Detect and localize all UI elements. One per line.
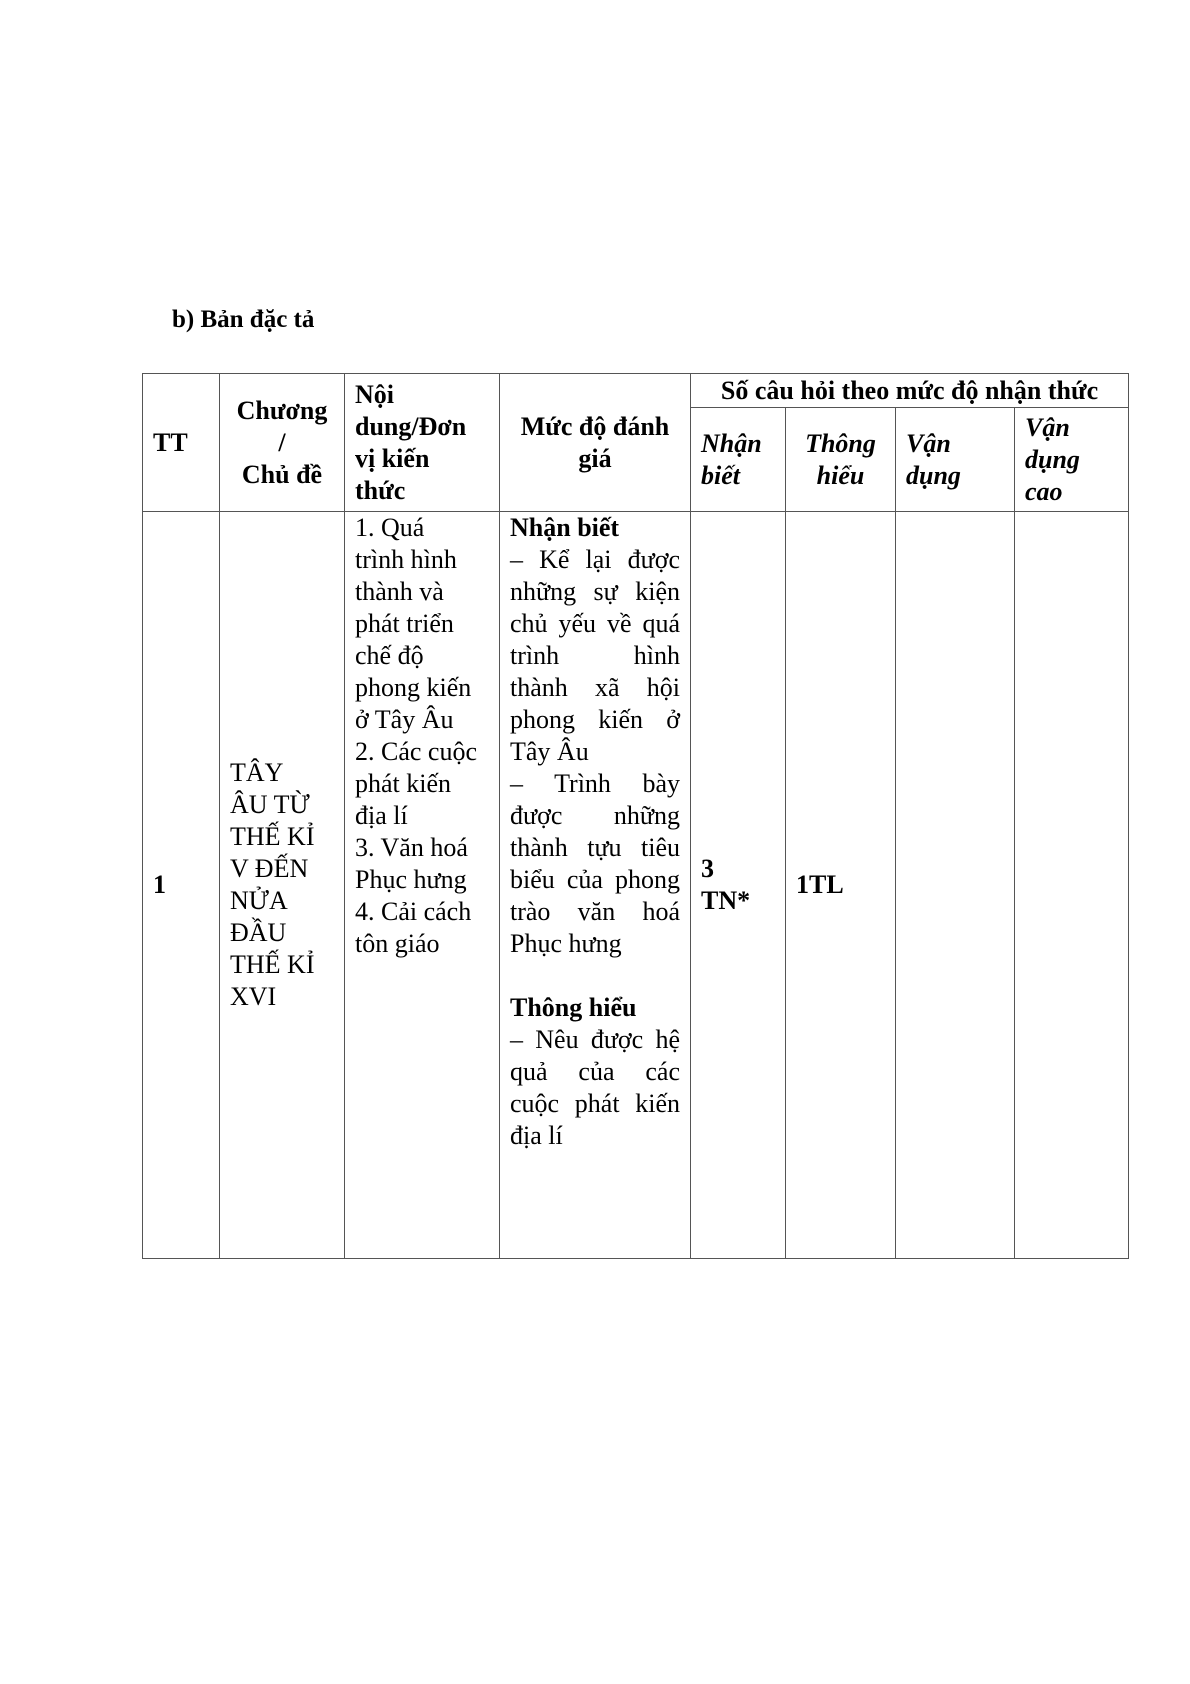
row-content: 1. Quá trình hình thành và phát triển chế độ phong kiến ở Tây Âu 2. Các cuộc phát kiến địa lí 3. Văn hoá Phục hưng 4. Cải cách tôn giáo <box>345 512 500 1259</box>
row-tt: 1 <box>143 512 220 1259</box>
header-apply: Vận dụng <box>896 408 1015 512</box>
header-chapter: Chương / Chủ đề <box>220 374 345 512</box>
table-row <box>143 512 1129 1259</box>
section-heading: b) Bản đặc tả <box>172 306 315 333</box>
understand-title: Thông hiểu <box>510 993 637 1022</box>
header-tt: TT <box>143 374 220 512</box>
recognize-title: Nhận biết <box>510 513 620 542</box>
row-recognize-count: 3 TN* <box>691 512 786 1259</box>
row-chapter: TÂY ÂU TỪ THẾ KỈ V ĐẾN NỬA ĐẦU THẾ KỈ XVI <box>220 512 345 1259</box>
header-level: Mức độ đánh giá <box>500 374 691 512</box>
header-row-1 <box>143 374 1129 408</box>
row-level: Nhận biết – Kể lại được những sự kiện chủ yếu về quá trình hình thành xã hội phong kiến ở Tây Âu – Trình bày được những thành tựu tiêu biểu của phong trào văn hoá Phục hưng Thông hiểu – Nêu được hệ quả của các cuộc phát kiến địa lí <box>500 512 691 1259</box>
header-content: Nội dung/Đơn vị kiến thức <box>345 374 500 512</box>
specification-table <box>142 373 1129 1259</box>
row-understand-count: 1TL <box>786 512 896 1259</box>
header-understand: Thông hiểu <box>786 408 896 512</box>
row-apply-high-count <box>1015 512 1129 1259</box>
header-apply-high: Vận dụng cao <box>1015 408 1129 512</box>
row-apply-count <box>896 512 1015 1259</box>
header-recognize: Nhận biết <box>691 408 786 512</box>
header-question-count: Số câu hỏi theo mức độ nhận thức <box>691 374 1129 408</box>
